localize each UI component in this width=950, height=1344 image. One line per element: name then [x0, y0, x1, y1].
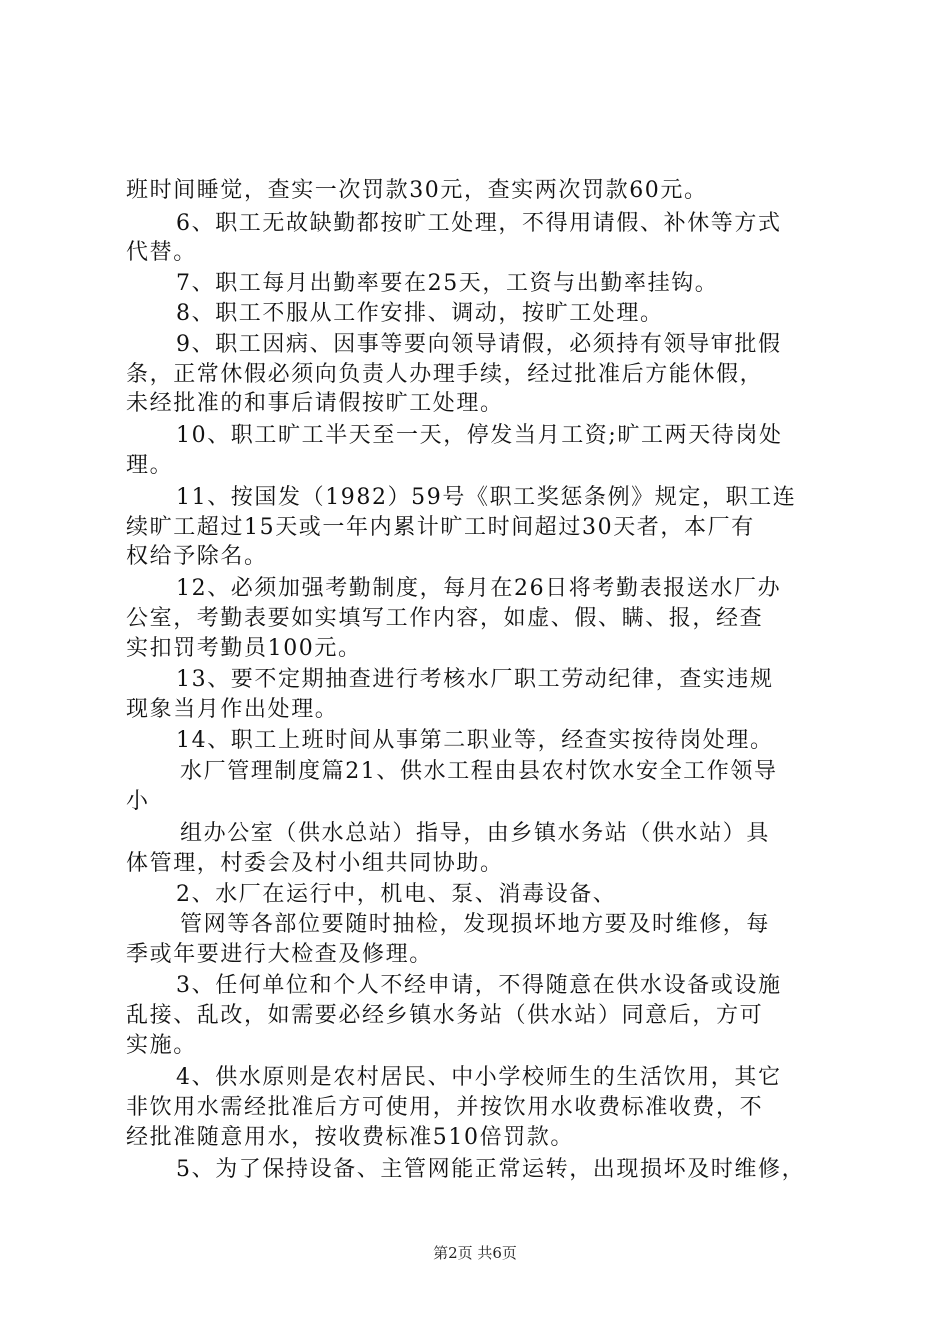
text-line: 11、按国发（1982）59号《职工奖惩条例》规定，职工连: [176, 485, 797, 510]
text-line: 4、供水原则是农村居民、中小学校师生的生活饮用，其它: [176, 1065, 782, 1090]
text-line: 小: [126, 789, 150, 814]
text-line: 8、职工不服从工作安排、调动，按旷工处理。: [176, 301, 664, 326]
text-line: 季或年要进行大检查及修理。: [126, 942, 433, 967]
text-line: 班时间睡觉，查实一次罚款30元，查实两次罚款60元。: [126, 178, 708, 203]
text-line: 2、水厂在运行中，机电、泵、消毒设备、: [176, 882, 617, 907]
text-line: 6、职工无故缺勤都按旷工处理，不得用请假、补休等方式: [176, 211, 782, 236]
text-line: 乱接、乱改，如需要必经乡镇水务站（供水站）同意后，方可: [126, 1003, 764, 1028]
text-line: 经批准随意用水，按收费标准510倍罚款。: [126, 1125, 574, 1150]
text-line: 公室，考勤表要如实填写工作内容，如虚、假、瞒、报，经查: [126, 606, 764, 631]
text-line: 13、要不定期抽查进行考核水厂职工劳动纪律，查实违规: [176, 667, 774, 692]
text-line: 实施。: [126, 1033, 197, 1058]
text-line: 条，正常休假必须向负责人办理手续，经过批准后方能休假，: [126, 362, 764, 387]
text-line: 9、职工因病、因事等要向领导请假，必须持有领导审批假: [176, 332, 782, 357]
text-line: 3、任何单位和个人不经申请，不得随意在供水设备或设施: [176, 973, 782, 998]
page-number-footer: 第2页 共6页: [433, 1244, 517, 1262]
text-line: 现象当月作出处理。: [126, 697, 339, 722]
text-line: 管网等各部位要随时抽检，发现损坏地方要及时维修，每: [180, 912, 771, 937]
text-line: 5、为了保持设备、主管网能正常运转，出现损坏及时维修，: [176, 1157, 806, 1182]
text-line: 10、职工旷工半天至一天，停发当月工资;旷工两天待岗处: [176, 423, 783, 448]
text-line: 非饮用水需经批准后方可使用，并按饮用水收费标准收费，不: [126, 1095, 764, 1120]
text-line: 实扣罚考勤员100元。: [126, 636, 362, 661]
text-line: 组办公室（供水总站）指导，由乡镇水务站（供水站）具: [180, 821, 771, 846]
text-line: 体管理，村委会及村小组共同协助。: [126, 851, 504, 876]
text-line: 12、必须加强考勤制度，每月在26日将考勤表报送水厂办: [176, 576, 782, 601]
text-line: 14、职工上班时间从事第二职业等，经查实按待岗处理。: [176, 728, 774, 753]
text-line: 权给予除名。: [126, 544, 268, 569]
text-line: 续旷工超过15天或一年内累计旷工时间超过30天者，本厂有: [126, 515, 755, 540]
text-line: 水厂管理制度篇21、供水工程由县农村饮水安全工作领导: [180, 759, 778, 784]
text-line: 未经批准的和事后请假按旷工处理。: [126, 391, 504, 416]
text-line: 理。: [126, 453, 174, 478]
text-line: 代替。: [126, 240, 197, 265]
text-line: 7、职工每月出勤率要在25天，工资与出勤率挂钩。: [176, 271, 719, 296]
